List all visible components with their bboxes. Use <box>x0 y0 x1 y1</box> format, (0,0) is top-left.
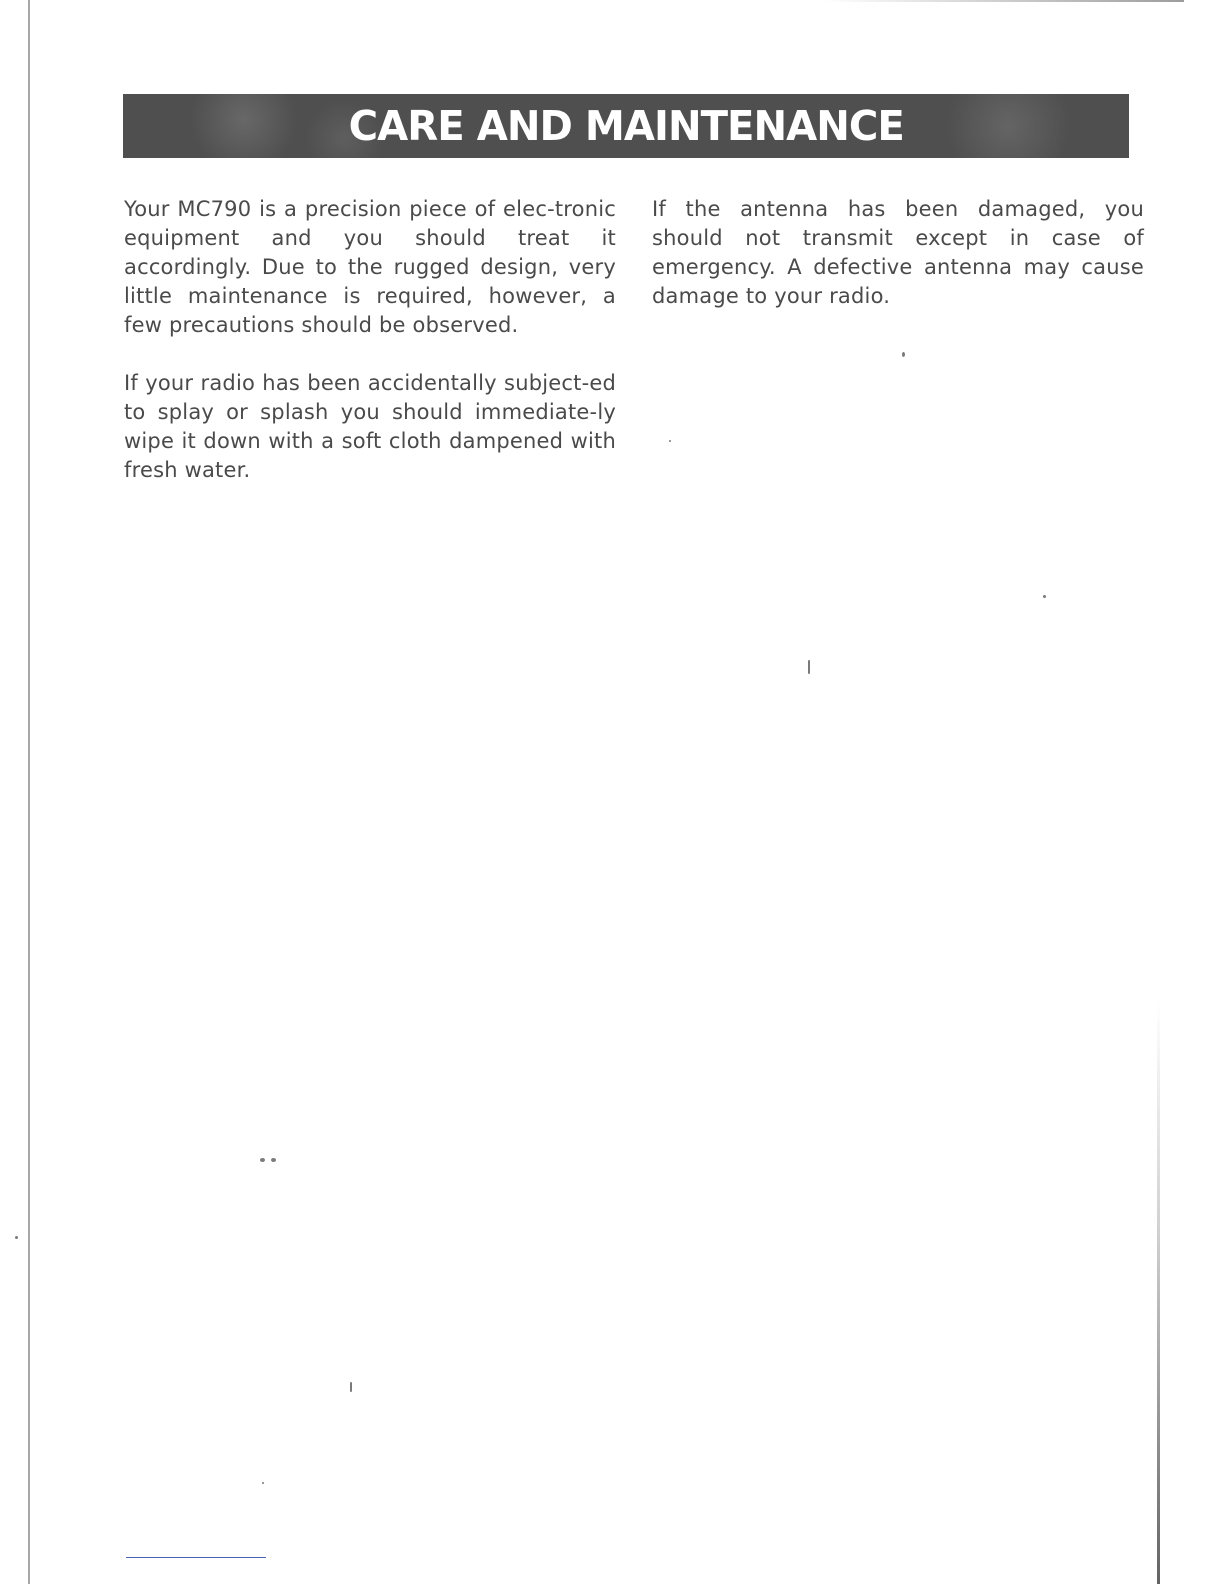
page-edge-left <box>28 0 30 1584</box>
left-column <box>124 195 616 485</box>
page-edge-top <box>824 0 1184 2</box>
scan-speck <box>271 1158 276 1162</box>
scan-speck <box>1043 595 1046 598</box>
scan-speck <box>669 440 671 442</box>
title-banner <box>123 94 1129 158</box>
scan-speck <box>350 1382 352 1392</box>
scan-speck <box>902 352 905 357</box>
scan-speck <box>262 1482 264 1484</box>
page-edge-right <box>1157 1000 1160 1584</box>
page-title: CARE AND MAINTENANCE <box>348 101 904 150</box>
scan-speck <box>260 1158 265 1162</box>
scan-speck <box>15 1236 18 1239</box>
right-column <box>652 195 1144 311</box>
footnote-rule <box>126 1557 266 1558</box>
paragraph-splash-care: If your radio has been accidentally subject-ed to splay or splash you should immediate-ly wipe it down with a soft cloth dampened with fresh water. <box>124 371 616 482</box>
scan-speck <box>808 660 810 674</box>
paragraph-precision-equipment: Your MC790 is a precision piece of elec-tronic equipment and you should treat it accordingly. Due to the rugged design, very little maintenance is required, however, a few precautions should be observed. <box>124 197 616 337</box>
paragraph-antenna-damage: If the antenna has been damaged, you should not transmit except in case of emergency. A defective antenna may cause damage to your radio. <box>652 197 1144 308</box>
